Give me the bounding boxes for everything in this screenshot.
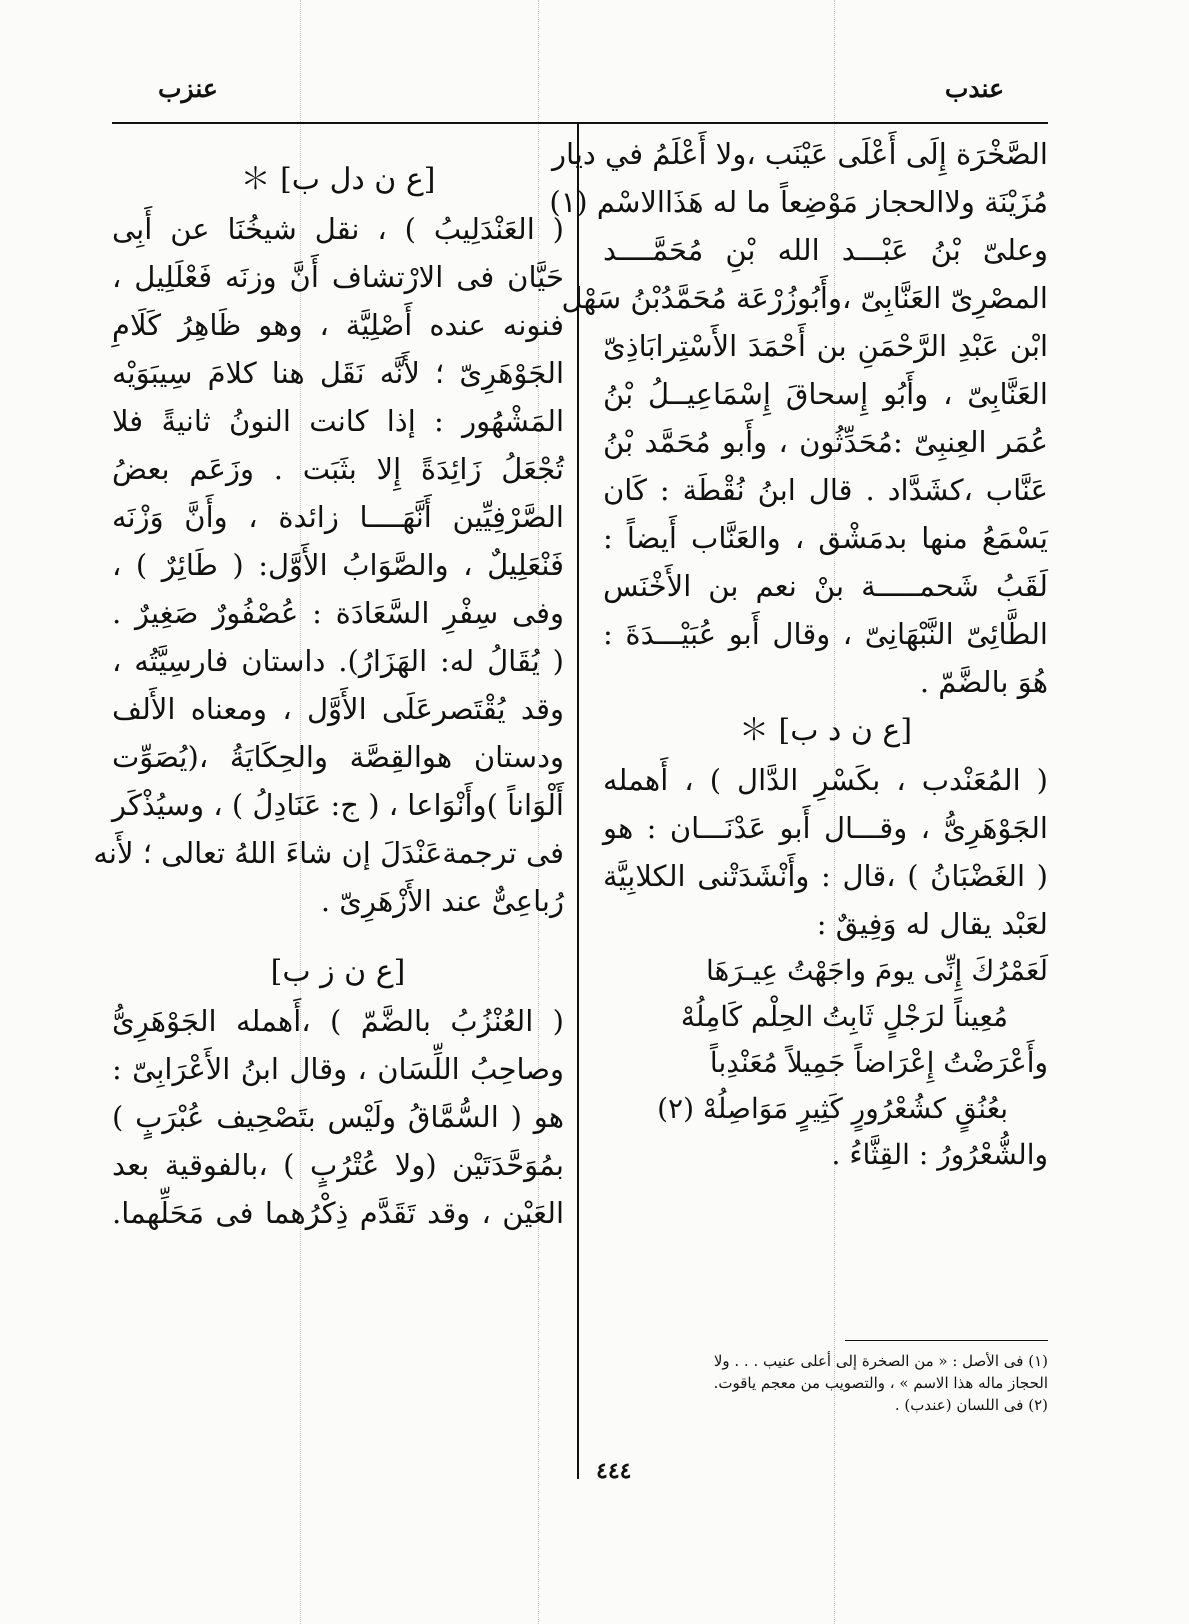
text-line: وعلىّ بْنُ عَبْـــد الله بْنِ مُحَمَّــــد	[603, 233, 1048, 267]
text-line: فَنْعَلِيلٌ ، والصَّوَابُ الأَوَّل: ( طَائِرٌ ) ،	[112, 548, 564, 582]
footnote-line: (٢) فى اللسان (عندب) .	[894, 1396, 1048, 1414]
text-line: عَنَّاب ،كشَدَّاد . قال ابنُ نُقْطَة : كَان	[603, 473, 1048, 507]
running-header-left: عنزب	[158, 74, 218, 103]
text-line: وصاحِبُ اللِّسَان ، وقال ابنُ الأَعْرَابِىّ :	[112, 1052, 564, 1086]
running-header-right: عندب	[944, 74, 1004, 103]
entry-heading: [ع ن د ب] ＊	[738, 713, 913, 748]
text-line: رُباعِىٌّ عند الأَزْهَرِىّ .	[320, 884, 564, 918]
footnote-line: (١) فى الأصل : « من الصخرة إلى أعلى عنيب . . . ولا	[713, 1352, 1048, 1370]
verse-line: والشُّعْرُورُ : القِثَّاءُ .	[831, 1138, 1048, 1171]
text-line: لَقَبُ شَحمـــــة بنْ نعم بن الأَخْنَس	[603, 569, 1048, 603]
text-line: هُوَ بالضَّمّ .	[919, 665, 1048, 699]
text-line: فى ترجمةعَنْدَلَ إن شاءَ اللهُ تعالى ؛ لأَنه	[93, 836, 564, 870]
text-line: وفى سِفْرِ السَّعَادَة : عُصْفُورٌ صَغِيرٌ .	[112, 596, 564, 630]
text-line: ودستان هوالقِصَّة والحِكَايَةُ ،(يُصَوِّت	[112, 740, 564, 774]
page-number: ٤٤٤	[596, 1458, 632, 1484]
text-line: ( يُقَالُ له: الهَزَارُ). داستان فارسِيَّتُه ،	[112, 644, 564, 678]
entry-heading: [ع ن دل ب] ＊	[240, 162, 436, 197]
footnote-line: الحجاز ماله هذا الاسم » ، والتصويب من معجم ياقوت.	[713, 1374, 1048, 1392]
text-line: يَسْمَعُ منها بدمَشْق ، والعَنَّاب أَيضاً :	[603, 521, 1048, 555]
footnote-rule	[845, 1340, 1048, 1341]
right-column	[549, 130, 1048, 1178]
text-line: لعَبْد يقال له وَفِيقٌ :	[816, 907, 1048, 941]
text-line: بمُوَحَّدَتَيْن (ولا عُتْرُبٍ ) ،بالفوقية بعد	[112, 1148, 564, 1182]
verse-line: مُعِيناً لرَجْلٍ ثَابِتُ الحِلْم كَامِلُهْ	[680, 1000, 1008, 1033]
text-line: الجَوْهَرِىُّ ، وقـــال أَبو عَدْنَـــان : هو	[603, 811, 1048, 845]
verse-line: بعُنُقٍ كشُعْرُورٍ كَثِيرٍ مَوَاصِلُهْ (٢)	[657, 1092, 1008, 1125]
text-line: وقد يُقْتَصرعَلَى الأَوَّل ، ومعناه الأَلف	[112, 692, 564, 726]
text-line: الجَوْهَرِىّ ؛ لأَنَّه نَقَل هنا كلامَ سِيبَوَيْه	[112, 356, 564, 390]
text-line: تُجْعَلُ زَائِدَةً إِلا بثَبَت . وزَعَم بعضُ	[112, 452, 564, 486]
text-line: ابْن عَبْدِ الرَّحْمَنِ بن أَحْمَدَ الأَسْتِرابَاذِىّ	[603, 329, 1048, 363]
text-line: حَيَّان فى الارْتشاف أَنَّ وزنَه فَعْلَلِيل ،	[112, 260, 564, 294]
text-line: العَيْن ، وقد تَقَدَّم ذِكْرُهما فى مَحَلِّهما.	[112, 1196, 564, 1230]
text-line: أَلْوَاناً )وأَنْوَاعا ، ( ج: عَنَادِلُ ) ، وسيُذْكَر	[111, 788, 564, 822]
entry-heading: [ع ن ز ب]	[270, 954, 406, 989]
text-line: ( الغَضْبَانُ ) ،قال : وأَنْشَدَتْنى الكلابِيَّة	[603, 859, 1048, 893]
footnotes	[603, 1350, 1048, 1416]
left-column	[93, 155, 564, 1237]
text-line: هو ( السُّمَّاقُ ولَيْس بتَصْحِيف عُبْرَبٍ )	[112, 1100, 564, 1134]
header-rule	[112, 122, 1048, 124]
text-line: مُزَيْنَة ولاالحجاز مَوْضِعاً ما له هَذَاالاسْم (١)	[549, 185, 1048, 219]
column-divider	[577, 124, 579, 1479]
text-line: الصَّخْرَة إِلَى أَعْلَى عَيْنَب ،ولا أَعْلَمُ في ديار	[552, 137, 1048, 171]
text-line: الطَّائِىّ النَّبْهَانِىّ ، وقال أَبو عُبَيْـــدَةَ :	[603, 617, 1048, 651]
text-line: ( المُعَنْدب ، بكَسْرِ الدَّال ) ، أَهمله	[603, 763, 1048, 797]
text-line: المَشْهُور : إذا كانت النونُ ثانيةً فلا	[112, 404, 564, 438]
text-line: العَنَّابِىّ ، وأَبُو إِسحاقَ إِسْمَاعِيــلُ بْنُ	[603, 377, 1048, 411]
text-line: عُمَر العِنبِىّ :مُحَدِّثُون ، وأَبو مُحَمَّد بْنُ	[603, 425, 1048, 459]
verse-line: وأَعْرَضْتُ إِعْرَاضاً جَمِيلاً مُعَنْدِباً	[709, 1046, 1048, 1079]
verse-line: لَعَمْرُكَ إِنِّى يومَ واجَهْتُ عِيـرَهَا	[706, 954, 1048, 987]
text-line: فنونه عنده أَصْلِيَّة ، وهو ظَاهِرُ كَلَامِ	[112, 308, 564, 342]
text-line: المصْرِىّ العَنَّابِىّ ،وأَبُوزُرْعَة مُحَمَّدُبْنُ سَهْل	[561, 281, 1048, 315]
text-line: ( العُنْزُبُ بالضَّمّ ) ،أَهمله الجَوْهَرِىُّ	[112, 1004, 564, 1038]
text-line: ( العَنْدَلِيبُ ) ، نقل شيخُنَا عن أَبِى	[112, 212, 564, 246]
text-line: الصَّرْفِيِّين أَنَّهَــــا زائدة ، وأَنَّ وَزْنَه	[112, 500, 564, 534]
